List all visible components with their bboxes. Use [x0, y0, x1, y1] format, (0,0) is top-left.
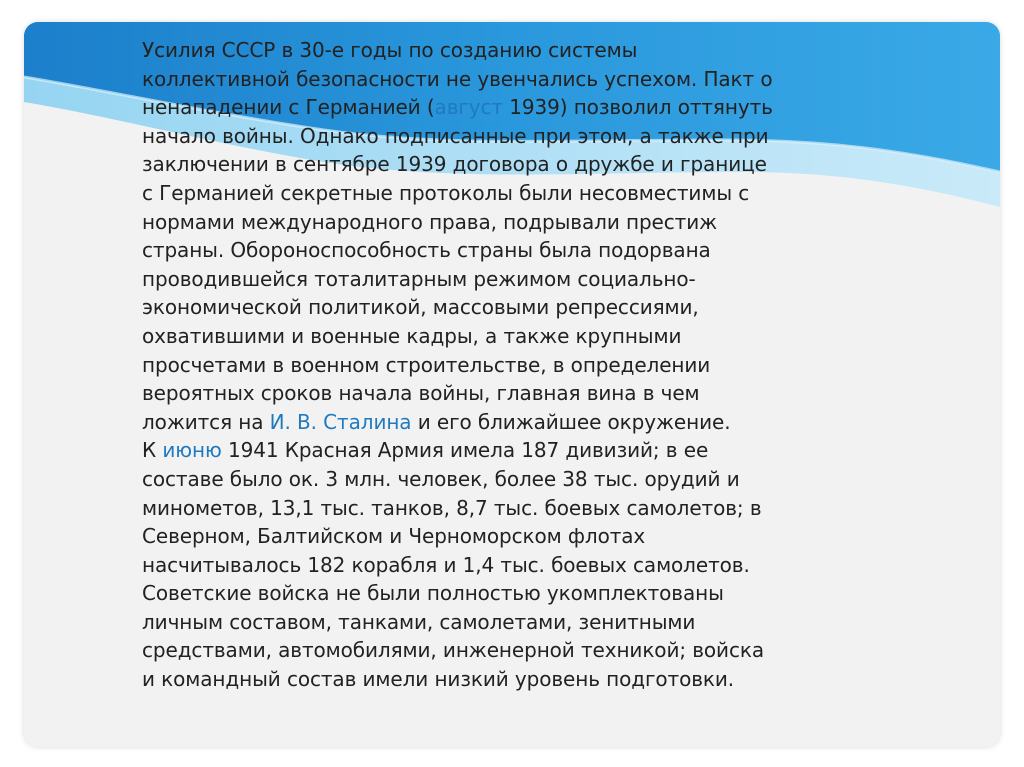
text-line	[142, 608, 832, 637]
text-line	[142, 379, 832, 408]
text-line	[142, 36, 832, 65]
text-segment: начало войны. Однако подписанные при этом, а также при	[142, 123, 769, 148]
text-line	[142, 494, 832, 523]
text-line	[142, 236, 832, 265]
text-line	[142, 522, 832, 551]
text-segment: Усилия СССР в 30-е годы по созданию системы	[142, 38, 638, 62]
text-line	[142, 465, 832, 494]
text-line	[142, 665, 832, 694]
text-line	[142, 179, 832, 208]
text-segment: средствами, автомобилями, инженерной техникой; войска	[142, 638, 764, 663]
text-segment: личным составом, танками, самолетами, зенитными	[142, 609, 696, 634]
text-line	[142, 122, 832, 151]
body-text	[142, 36, 832, 694]
text-line	[142, 150, 832, 179]
text-segment: охватившими и военные кадры, а также крупными	[142, 323, 682, 348]
text-link[interactable]: И. В. Сталина	[269, 409, 412, 434]
text-segment: Северном, Балтийском и Черноморском флотах	[142, 524, 646, 549]
text-segment: заключении в сентябре 1939 договора о дружбе и границе	[142, 152, 767, 177]
slide	[24, 22, 1000, 747]
text-link[interactable]: август	[434, 95, 503, 120]
text-line	[142, 322, 832, 351]
text-segment: и его ближайшее окружение.	[411, 409, 731, 434]
text-line	[142, 65, 832, 94]
text-line	[142, 208, 832, 237]
text-segment: ложится на	[142, 409, 270, 434]
text-segment: 1941 Красная Армия имела 187 дивизий; в ее	[221, 438, 709, 463]
text-line	[142, 636, 832, 665]
text-segment: 1939) позволил оттянуть	[502, 95, 773, 120]
text-line	[142, 93, 832, 122]
text-line	[142, 408, 832, 437]
text-line	[142, 579, 832, 608]
text-segment: нормами международного права, подрывали престиж	[142, 209, 718, 234]
text-line	[142, 265, 832, 294]
text-segment: проводившейся тоталитарным режимом социально-	[142, 266, 696, 291]
text-segment: с Германией секретные протоколы были несовместимы с	[142, 180, 750, 205]
text-segment: просчетами в военном строительстве, в определении	[142, 352, 711, 377]
text-link[interactable]: июню	[162, 438, 222, 463]
text-line	[142, 293, 832, 322]
text-line	[142, 351, 832, 380]
text-segment: коллективной безопасности не увенчались успехом. Пакт о	[142, 66, 773, 91]
text-segment: минометов, 13,1 тыс. танков, 8,7 тыс. боевых самолетов; в	[142, 495, 762, 520]
text-line	[142, 551, 832, 580]
text-line	[142, 436, 832, 465]
text-segment: и командный состав имели низкий уровень подготовки.	[142, 667, 735, 692]
text-segment: К	[142, 438, 163, 463]
text-segment: страны. Обороноспособность страны была подорвана	[142, 238, 711, 263]
text-segment: насчитывалось 182 корабля и 1,4 тыс. боевых самолетов.	[142, 552, 750, 577]
text-segment: Советские войска не были полностью укомплектованы	[142, 581, 724, 606]
text-segment: ненападении с Германией (	[142, 95, 435, 120]
text-segment: экономической политикой, массовыми репрессиями,	[142, 295, 699, 320]
text-segment: вероятных сроков начала войны, главная вина в чем	[142, 381, 700, 406]
text-segment: составе было ок. 3 млн. человек, более 38 тыс. орудий и	[142, 466, 740, 491]
